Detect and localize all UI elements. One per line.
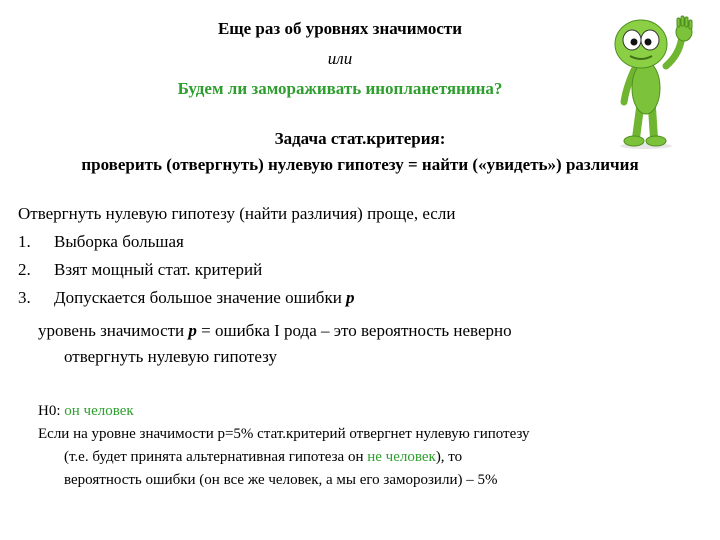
list-item-number: 3.	[18, 288, 31, 307]
list-item-text: Взят мощный стат. критерий	[54, 260, 263, 279]
significance-line2: отвергнуть нулевую гипотезу	[64, 347, 277, 366]
list-item	[18, 228, 455, 256]
task-statement: проверить (отвергнуть) нулевую гипотезу = найти («увидеть») различия	[81, 155, 639, 174]
title-connector: или	[327, 49, 353, 68]
list-item-number: 2.	[18, 260, 31, 279]
example-line: Если на уровне значимости p=5% стат.критерий отвергнет нулевую гипотезу	[38, 426, 530, 442]
conditions-block	[18, 200, 455, 312]
title-question: Будем ли замораживать инопланетянина?	[177, 79, 503, 98]
example-line: вероятность ошибки (он все же человек, а мы его заморозили) – 5%	[64, 472, 498, 488]
list-item-text-main: Допускается большое значение ошибки	[54, 288, 347, 307]
significance-text: уровень значимости	[38, 321, 189, 340]
list-item	[18, 256, 455, 284]
example-text: (т.е. будет принята альтернативная гипотеза он	[64, 449, 368, 465]
title-block	[120, 14, 560, 104]
p-symbol: p	[346, 288, 355, 307]
list-item	[18, 284, 455, 312]
alien-waving-icon	[596, 14, 708, 150]
significance-line1	[38, 318, 638, 344]
h0-line	[38, 400, 698, 423]
h0-label: H0:	[38, 403, 65, 419]
example-block	[38, 400, 698, 492]
example-line	[38, 446, 698, 469]
significance-definition	[38, 318, 638, 370]
list-item-text	[54, 284, 355, 312]
example-text: ), то	[435, 449, 463, 465]
significance-text: = ошибка I рода – это вероятность неверно	[196, 321, 512, 340]
p-symbol: p	[188, 321, 197, 340]
list-item-text: Выборка большая	[54, 232, 184, 251]
alt-hypothesis: не человек	[367, 449, 436, 465]
h0-value: он человек	[64, 403, 134, 419]
list-item-number: 1.	[18, 232, 31, 251]
title-heading: Еще раз об уровнях значимости	[217, 19, 463, 38]
task-heading: Задача стат.критерия:	[274, 129, 446, 148]
conditions-intro: Отвергнуть нулевую гипотезу (найти различия) проще, если	[18, 204, 456, 223]
